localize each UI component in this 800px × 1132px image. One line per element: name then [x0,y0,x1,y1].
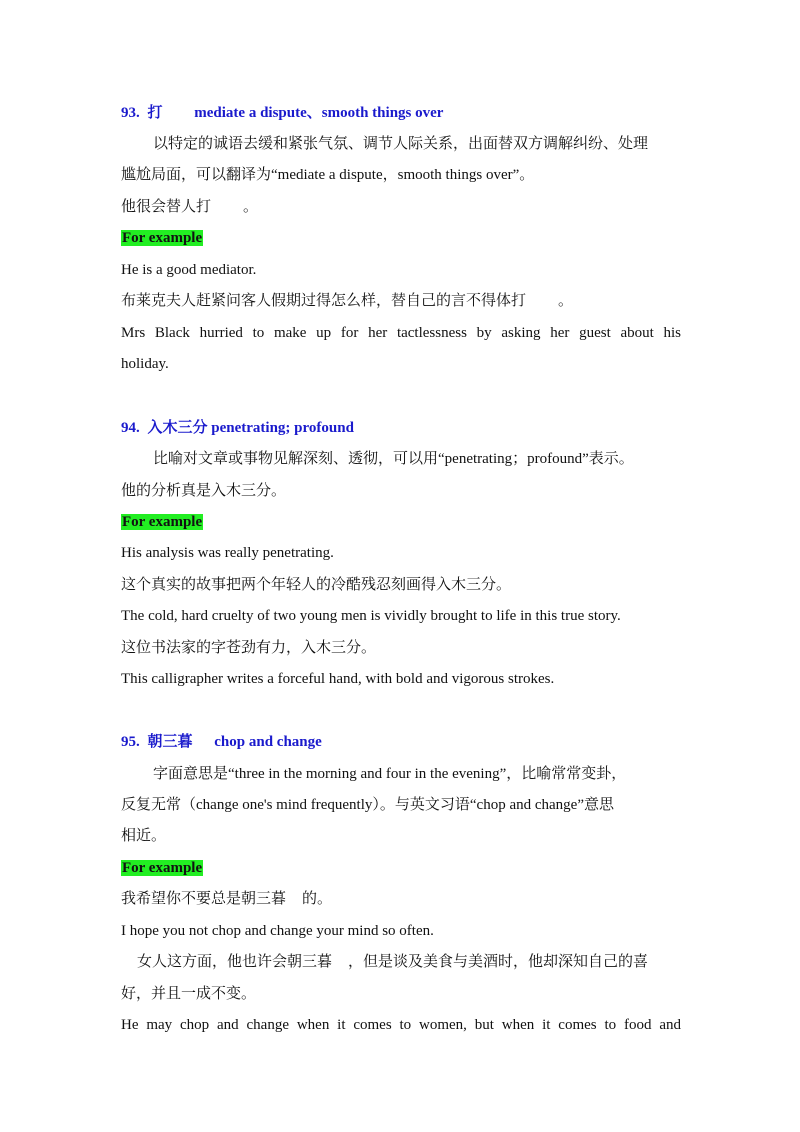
entry-number: 95. [121,734,140,750]
explanation-line: 反复无常（change one's mind frequently）。与英文习语“chop and change”意思 [121,797,615,813]
example-tag [121,228,681,248]
example-tag [121,512,681,532]
example-sentence-cn: 我希望你不要总是朝三暮 的。 [121,891,333,907]
example-sentence-cn: 这位书法家的字苍劲有力，入木三分。 [121,640,377,656]
entry-number: 93. [121,105,140,121]
example-tag [121,858,681,878]
for-example-label: For example [122,230,203,246]
example-sentence-en: Mrs Black hurried to make up for her tactlessness by asking her guest about his [121,325,681,341]
explanation-line: 比喻对文章或事物见解深刻、透彻，可以用“penetrating；profound”表示。 [153,451,634,467]
for-example-label: For example [122,860,203,876]
idiom-chinese: 打 [147,105,163,121]
explanation-line: 字面意思是“three in the morning and four in the evening”，比喻常常变卦， [153,766,627,782]
entry-number: 94. [121,420,140,436]
idiom-english: penetrating; profound [211,420,354,436]
example-sentence-cn: 他很会替人打 。 [121,199,259,215]
idiom-chinese: 朝三暮 [147,734,193,750]
example-sentence-cn: 这个真实的故事把两个年轻人的冷酷残忍刻画得入木三分。 [121,577,512,593]
example-sentence-en: He may chop and change when it comes to women, but when it comes to food and [121,1017,681,1033]
example-sentence-cn: 好，并且一成不变。 [121,986,257,1002]
idiom-english: chop and change [214,734,322,750]
explanation-line: 尴尬局面，可以翻译为“mediate a dispute，smooth things over”。 [121,167,535,183]
entry-94-heading [121,418,681,438]
example-sentence-cn: 女人这方面，他也许会朝三暮 ，但是谈及美食与美酒时，他却深知自己的喜 [137,954,649,970]
example-sentence-en: This calligrapher writes a forceful hand, with bold and vigorous strokes. [121,671,555,687]
for-example-label: For example [122,514,203,530]
explanation-line: 他的分析真是入木三分。 [121,483,287,499]
example-sentence-en: His analysis was really penetrating. [121,545,334,561]
example-sentence-en: He is a good mediator. [121,262,257,278]
entry-95-heading [121,732,681,752]
example-sentence-cn: 布莱克夫人赶紧问客人假期过得怎么样，替自己的言不得体打 。 [121,293,574,309]
idiom-english: mediate a dispute、smooth things over [194,105,444,121]
example-sentence-en: I hope you not chop and change your mind so often. [121,923,434,939]
example-sentence-en: holiday. [121,356,169,372]
idiom-chinese: 入木三分 [147,420,208,436]
entry-93-heading [121,103,681,123]
example-sentence-en: The cold, hard cruelty of two young men is vividly brought to life in this true story. [121,608,621,624]
explanation-line: 以特定的诚语去缓和紧张气氛、调节人际关系，出面替双方调解纠纷、处理 [153,136,649,152]
explanation-line: 相近。 [121,828,167,844]
